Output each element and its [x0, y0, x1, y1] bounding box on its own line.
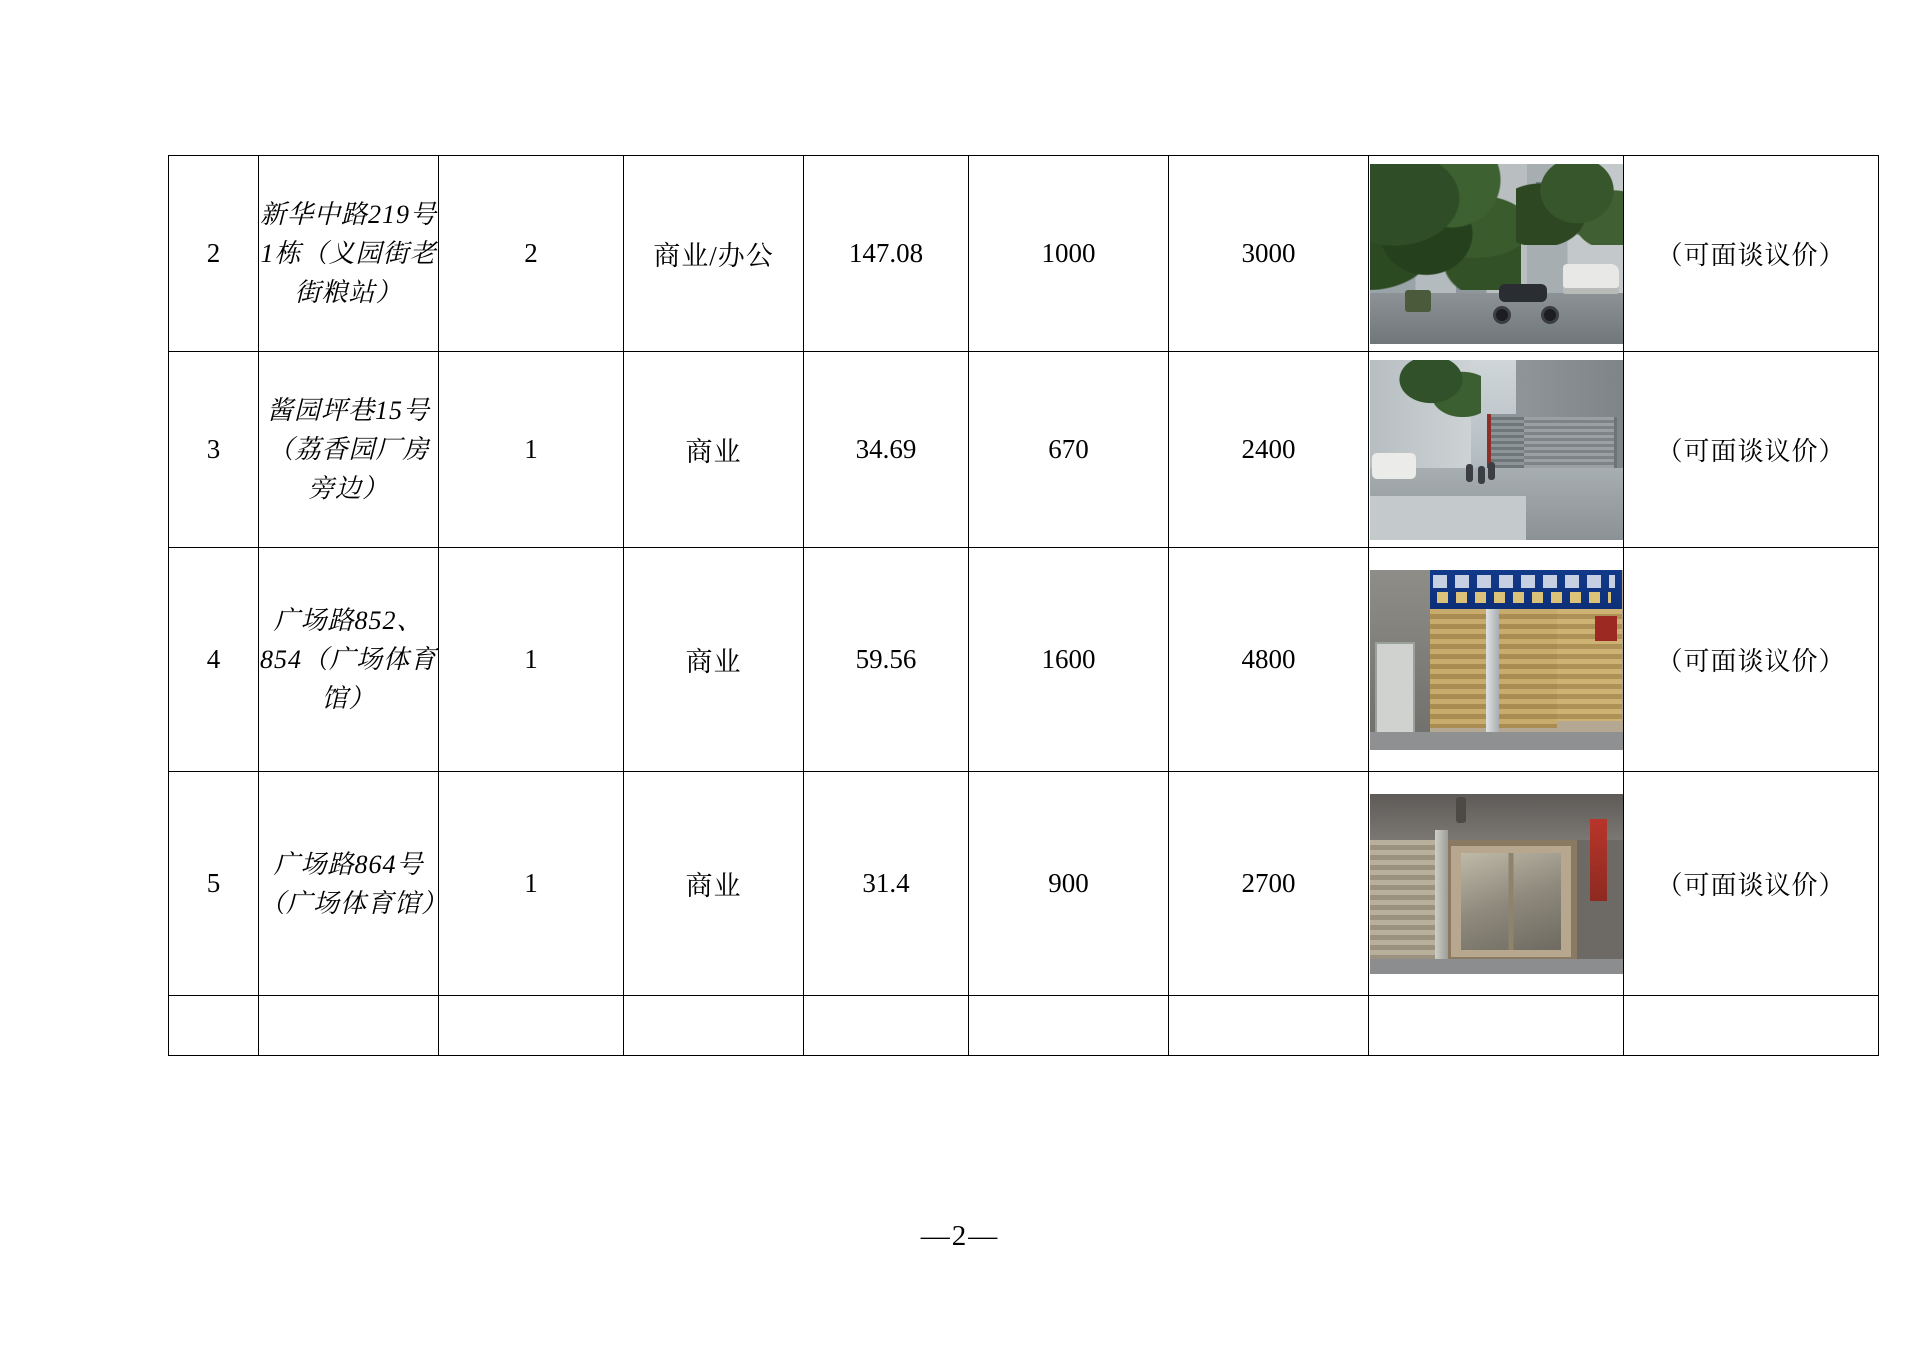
- empty-cell: [1369, 996, 1624, 1056]
- row-note: （可面谈议价）: [1624, 772, 1879, 996]
- row-total-price: 2400: [1169, 352, 1369, 548]
- row-area: 34.69: [804, 352, 969, 548]
- row-photo-cell: [1369, 772, 1624, 996]
- row-total-price: 3000: [1169, 156, 1369, 352]
- row-number: 2: [169, 156, 259, 352]
- row-address: 新华中路219号1栋（义园街老街粮站）: [259, 156, 439, 352]
- row-unit-price: 900: [969, 772, 1169, 996]
- table-row: [169, 156, 1879, 352]
- empty-cell: [439, 996, 624, 1056]
- street-shutter-shops-photo: [1370, 360, 1623, 540]
- empty-cell: [1624, 996, 1879, 1056]
- row-total-price: 4800: [1169, 548, 1369, 772]
- empty-cell: [804, 996, 969, 1056]
- row-number: 4: [169, 548, 259, 772]
- row-total-price: 2700: [1169, 772, 1369, 996]
- empty-cell: [169, 996, 259, 1056]
- row-quantity: 2: [439, 156, 624, 352]
- blue-sign-gold-shutter-photo: [1370, 570, 1623, 750]
- table-row: [169, 772, 1879, 996]
- row-address: 广场路864号（广场体育馆）: [259, 772, 439, 996]
- row-usage: 商业: [624, 772, 804, 996]
- page-number: —2—: [920, 1220, 1000, 1252]
- table-row: [169, 548, 1879, 772]
- row-quantity: 1: [439, 548, 624, 772]
- row-address: 酱园坪巷15号（荔香园厂房旁边）: [259, 352, 439, 548]
- empty-cell: [1169, 996, 1369, 1056]
- empty-cell: [259, 996, 439, 1056]
- row-area: 59.56: [804, 548, 969, 772]
- row-number: 5: [169, 772, 259, 996]
- row-unit-price: 1000: [969, 156, 1169, 352]
- empty-cell: [624, 996, 804, 1056]
- storefront-glass-door-photo: [1370, 794, 1623, 974]
- row-photo-cell: [1369, 548, 1624, 772]
- row-area: 31.4: [804, 772, 969, 996]
- row-unit-price: 1600: [969, 548, 1169, 772]
- row-usage: 商业: [624, 352, 804, 548]
- row-note: （可面谈议价）: [1624, 548, 1879, 772]
- row-photo-cell: [1369, 156, 1624, 352]
- row-area: 147.08: [804, 156, 969, 352]
- row-quantity: 1: [439, 352, 624, 548]
- street-tree-scooter-photo: [1370, 164, 1623, 344]
- row-usage: 商业/办公: [624, 156, 804, 352]
- property-listing-table: [168, 155, 1879, 1056]
- row-photo-cell: [1369, 352, 1624, 548]
- row-unit-price: 670: [969, 352, 1169, 548]
- row-address: 广场路852、854（广场体育馆）: [259, 548, 439, 772]
- table-row-empty: [169, 996, 1879, 1056]
- table-row: [169, 352, 1879, 548]
- empty-cell: [969, 996, 1169, 1056]
- row-usage: 商业: [624, 548, 804, 772]
- row-note: （可面谈议价）: [1624, 156, 1879, 352]
- row-quantity: 1: [439, 772, 624, 996]
- row-number: 3: [169, 352, 259, 548]
- row-note: （可面谈议价）: [1624, 352, 1879, 548]
